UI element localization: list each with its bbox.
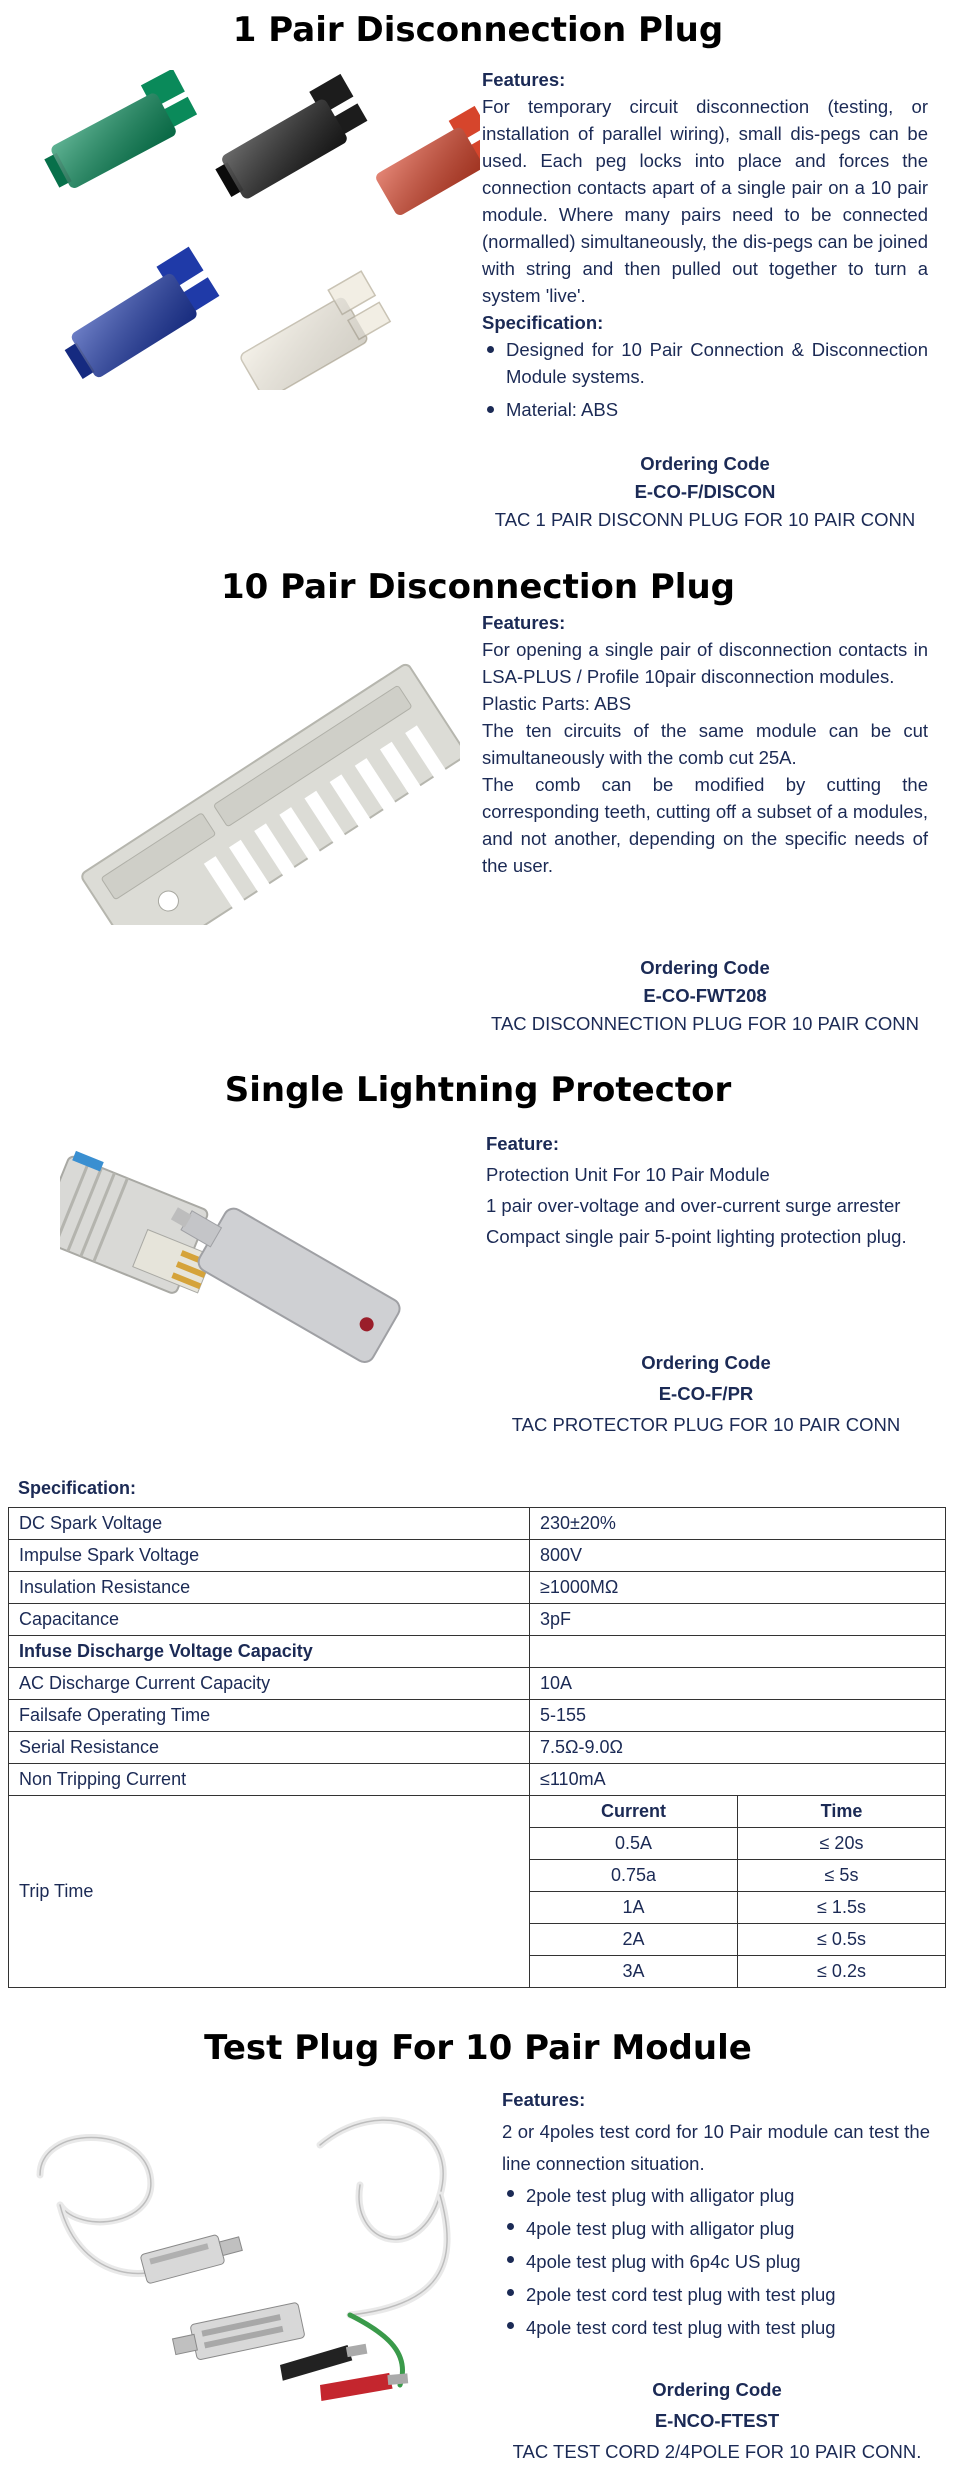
- ordering-block-1: [482, 450, 928, 534]
- ordering-code-label: Ordering Code: [640, 453, 770, 474]
- features-line: The comb can be modified by cutting the corresponding teeth, cutting off a subset of a modules, and not another, depending on the specific needs of the user.: [482, 774, 928, 876]
- spec-name: Serial Resistance: [9, 1732, 530, 1764]
- ordering-code-label: Ordering Code: [641, 1352, 771, 1373]
- table-row: [530, 1860, 945, 1892]
- features-line: The ten circuits of the same module can be cut simultaneously with the comb cut 25A.: [482, 720, 928, 768]
- list-item: 4pole test plug with 6p4c US plug: [526, 2246, 930, 2278]
- trip-current: 2A: [530, 1924, 738, 1956]
- list-item: Material: ABS: [506, 396, 928, 423]
- table-row: [9, 1700, 946, 1732]
- features-block-2: [482, 609, 928, 879]
- features-heading: Features:: [482, 69, 566, 90]
- features-block-3: [486, 1128, 926, 1252]
- features-heading: Features:: [502, 2089, 586, 2110]
- list-item: 4pole test cord test plug with test plug: [526, 2312, 930, 2344]
- features-intro: 2 or 4poles test cord for 10 Pair module can test the line connection situation.: [502, 2121, 930, 2174]
- ordering-description: TAC PROTECTOR PLUG FOR 10 PAIR CONN: [511, 1414, 901, 1435]
- spec-name: Impulse Spark Voltage: [9, 1540, 530, 1572]
- spec-name: Infuse Discharge Voltage Capacity: [9, 1636, 530, 1668]
- feature-line: Protection Unit For 10 Pair Module: [486, 1164, 770, 1185]
- spec-name: DC Spark Voltage: [9, 1508, 530, 1540]
- ordering-code: E-CO-F/DISCON: [634, 481, 776, 502]
- features-list: [502, 2180, 930, 2344]
- spec-name: Non Tripping Current: [9, 1764, 530, 1796]
- ordering-block-4: [482, 2374, 952, 2467]
- trip-current: 1A: [530, 1892, 738, 1924]
- product-image-test-cord: [20, 2085, 480, 2415]
- trip-time: ≤ 0.2s: [738, 1956, 946, 1988]
- ordering-block-3: [486, 1347, 926, 1440]
- ordering-description: TAC TEST CORD 2/4POLE FOR 10 PAIR CONN.: [512, 2441, 922, 2462]
- ordering-block-2: [482, 954, 928, 1038]
- table-row: [530, 1956, 945, 1988]
- spec-value: 3pF: [530, 1604, 946, 1636]
- list-item: 2pole test cord test plug with test plug: [526, 2279, 930, 2311]
- trip-time: ≤ 1.5s: [738, 1892, 946, 1924]
- spec-value: ≤110mA: [530, 1764, 946, 1796]
- features-line: For opening a single pair of disconnection contacts in LSA-PLUS / Profile 10pair disconnection modules.: [482, 639, 928, 687]
- table-row: [530, 1924, 945, 1956]
- blue-peg-icon: [53, 247, 223, 386]
- features-line: Plastic Parts: ABS: [482, 693, 632, 714]
- table-row: [9, 1572, 946, 1604]
- ordering-description: TAC 1 PAIR DISCONN PLUG FOR 10 PAIR CONN: [494, 509, 916, 530]
- spec-name: Failsafe Operating Time: [9, 1700, 530, 1732]
- trip-current: 3A: [530, 1956, 738, 1988]
- green-peg-icon: [35, 70, 201, 195]
- table-row: [530, 1796, 945, 1828]
- spec-name: Capacitance: [9, 1604, 530, 1636]
- white-peg-icon: [233, 271, 393, 390]
- trip-time-cell: [530, 1796, 946, 1988]
- spec-value: 5-155: [530, 1700, 946, 1732]
- ordering-description: TAC DISCONNECTION PLUG FOR 10 PAIR CONN: [491, 1013, 919, 1034]
- ordering-code-label: Ordering Code: [640, 957, 770, 978]
- specification-table-heading: Specification:: [18, 1478, 137, 1498]
- trip-time: ≤ 5s: [738, 1860, 946, 1892]
- table-row: [9, 1796, 946, 1988]
- features-block-4: [502, 2084, 930, 2345]
- spec-value: 7.5Ω-9.0Ω: [530, 1732, 946, 1764]
- table-row: [9, 1764, 946, 1796]
- spec-value: ≥1000MΩ: [530, 1572, 946, 1604]
- red-peg-icon: [369, 106, 480, 217]
- ordering-code: E-NCO-FTEST: [654, 2410, 780, 2431]
- spec-value: 230±20%: [530, 1508, 946, 1540]
- table-row: [9, 1508, 946, 1540]
- ordering-code: E-CO-F/PR: [658, 1383, 754, 1404]
- section-title-10-pair-disconnection-plug: 10 Pair Disconnection Plug: [220, 567, 736, 607]
- table-row: [9, 1540, 946, 1572]
- trip-time: ≤ 20s: [738, 1828, 946, 1860]
- table-row: [530, 1828, 945, 1860]
- list-item: 4pole test plug with alligator plug: [526, 2213, 930, 2245]
- table-row: [530, 1892, 945, 1924]
- table-row: [9, 1604, 946, 1636]
- features-text: For temporary circuit disconnection (testing, or installation of parallel wiring), small dis-pegs can be used. Each peg locks into place and forces the connection contacts apart of a single pair on a 10 pair module. Where many pairs need to be connected (normalled) simultaneously, the dis-pegs can be joined with string and then pulled out together to turn a system 'live'.: [482, 96, 928, 306]
- trip-header-current: Current: [530, 1796, 738, 1828]
- product-image-comb-plug: [60, 625, 460, 925]
- trip-current: 0.75a: [530, 1860, 738, 1892]
- ordering-code: E-CO-FWT208: [643, 985, 767, 1006]
- section-title-1-pair-disconnection-plug: 1 Pair Disconnection Plug: [232, 10, 724, 50]
- features-heading: Features:: [482, 612, 566, 633]
- black-peg-icon: [205, 74, 371, 206]
- feature-line: Compact single pair 5-point lighting protection plug.: [486, 1226, 907, 1247]
- product-image-lightning-protector: [60, 1125, 460, 1385]
- product-image-disconnection-pegs: [20, 70, 480, 390]
- trip-time-label: Trip Time: [9, 1796, 530, 1988]
- spec-value: [530, 1636, 946, 1668]
- spec-name: Insulation Resistance: [9, 1572, 530, 1604]
- feature-line: 1 pair over-voltage and over-current surge arrester: [486, 1195, 901, 1216]
- table-row: [9, 1636, 946, 1668]
- section-title-test-plug: Test Plug For 10 Pair Module: [204, 2028, 752, 2068]
- trip-current: 0.5A: [530, 1828, 738, 1860]
- section-title-single-lightning-protector: Single Lightning Protector: [224, 1070, 732, 1110]
- feature-heading: Feature:: [486, 1133, 559, 1154]
- trip-time-table: [530, 1796, 945, 1987]
- trip-header-time: Time: [738, 1796, 946, 1828]
- spec-name: AC Discharge Current Capacity: [9, 1668, 530, 1700]
- features-block-1: [482, 66, 928, 429]
- table-row: [9, 1732, 946, 1764]
- list-item: Designed for 10 Pair Connection & Disconnection Module systems.: [506, 336, 928, 390]
- table-row: [9, 1668, 946, 1700]
- list-item: 2pole test plug with alligator plug: [526, 2180, 930, 2212]
- spec-value: 800V: [530, 1540, 946, 1572]
- specification-heading: Specification:: [482, 312, 604, 333]
- specification-list: [482, 336, 928, 423]
- trip-time: ≤ 0.5s: [738, 1924, 946, 1956]
- ordering-code-label: Ordering Code: [652, 2379, 782, 2400]
- spec-value: 10A: [530, 1668, 946, 1700]
- specification-table: [8, 1507, 946, 1988]
